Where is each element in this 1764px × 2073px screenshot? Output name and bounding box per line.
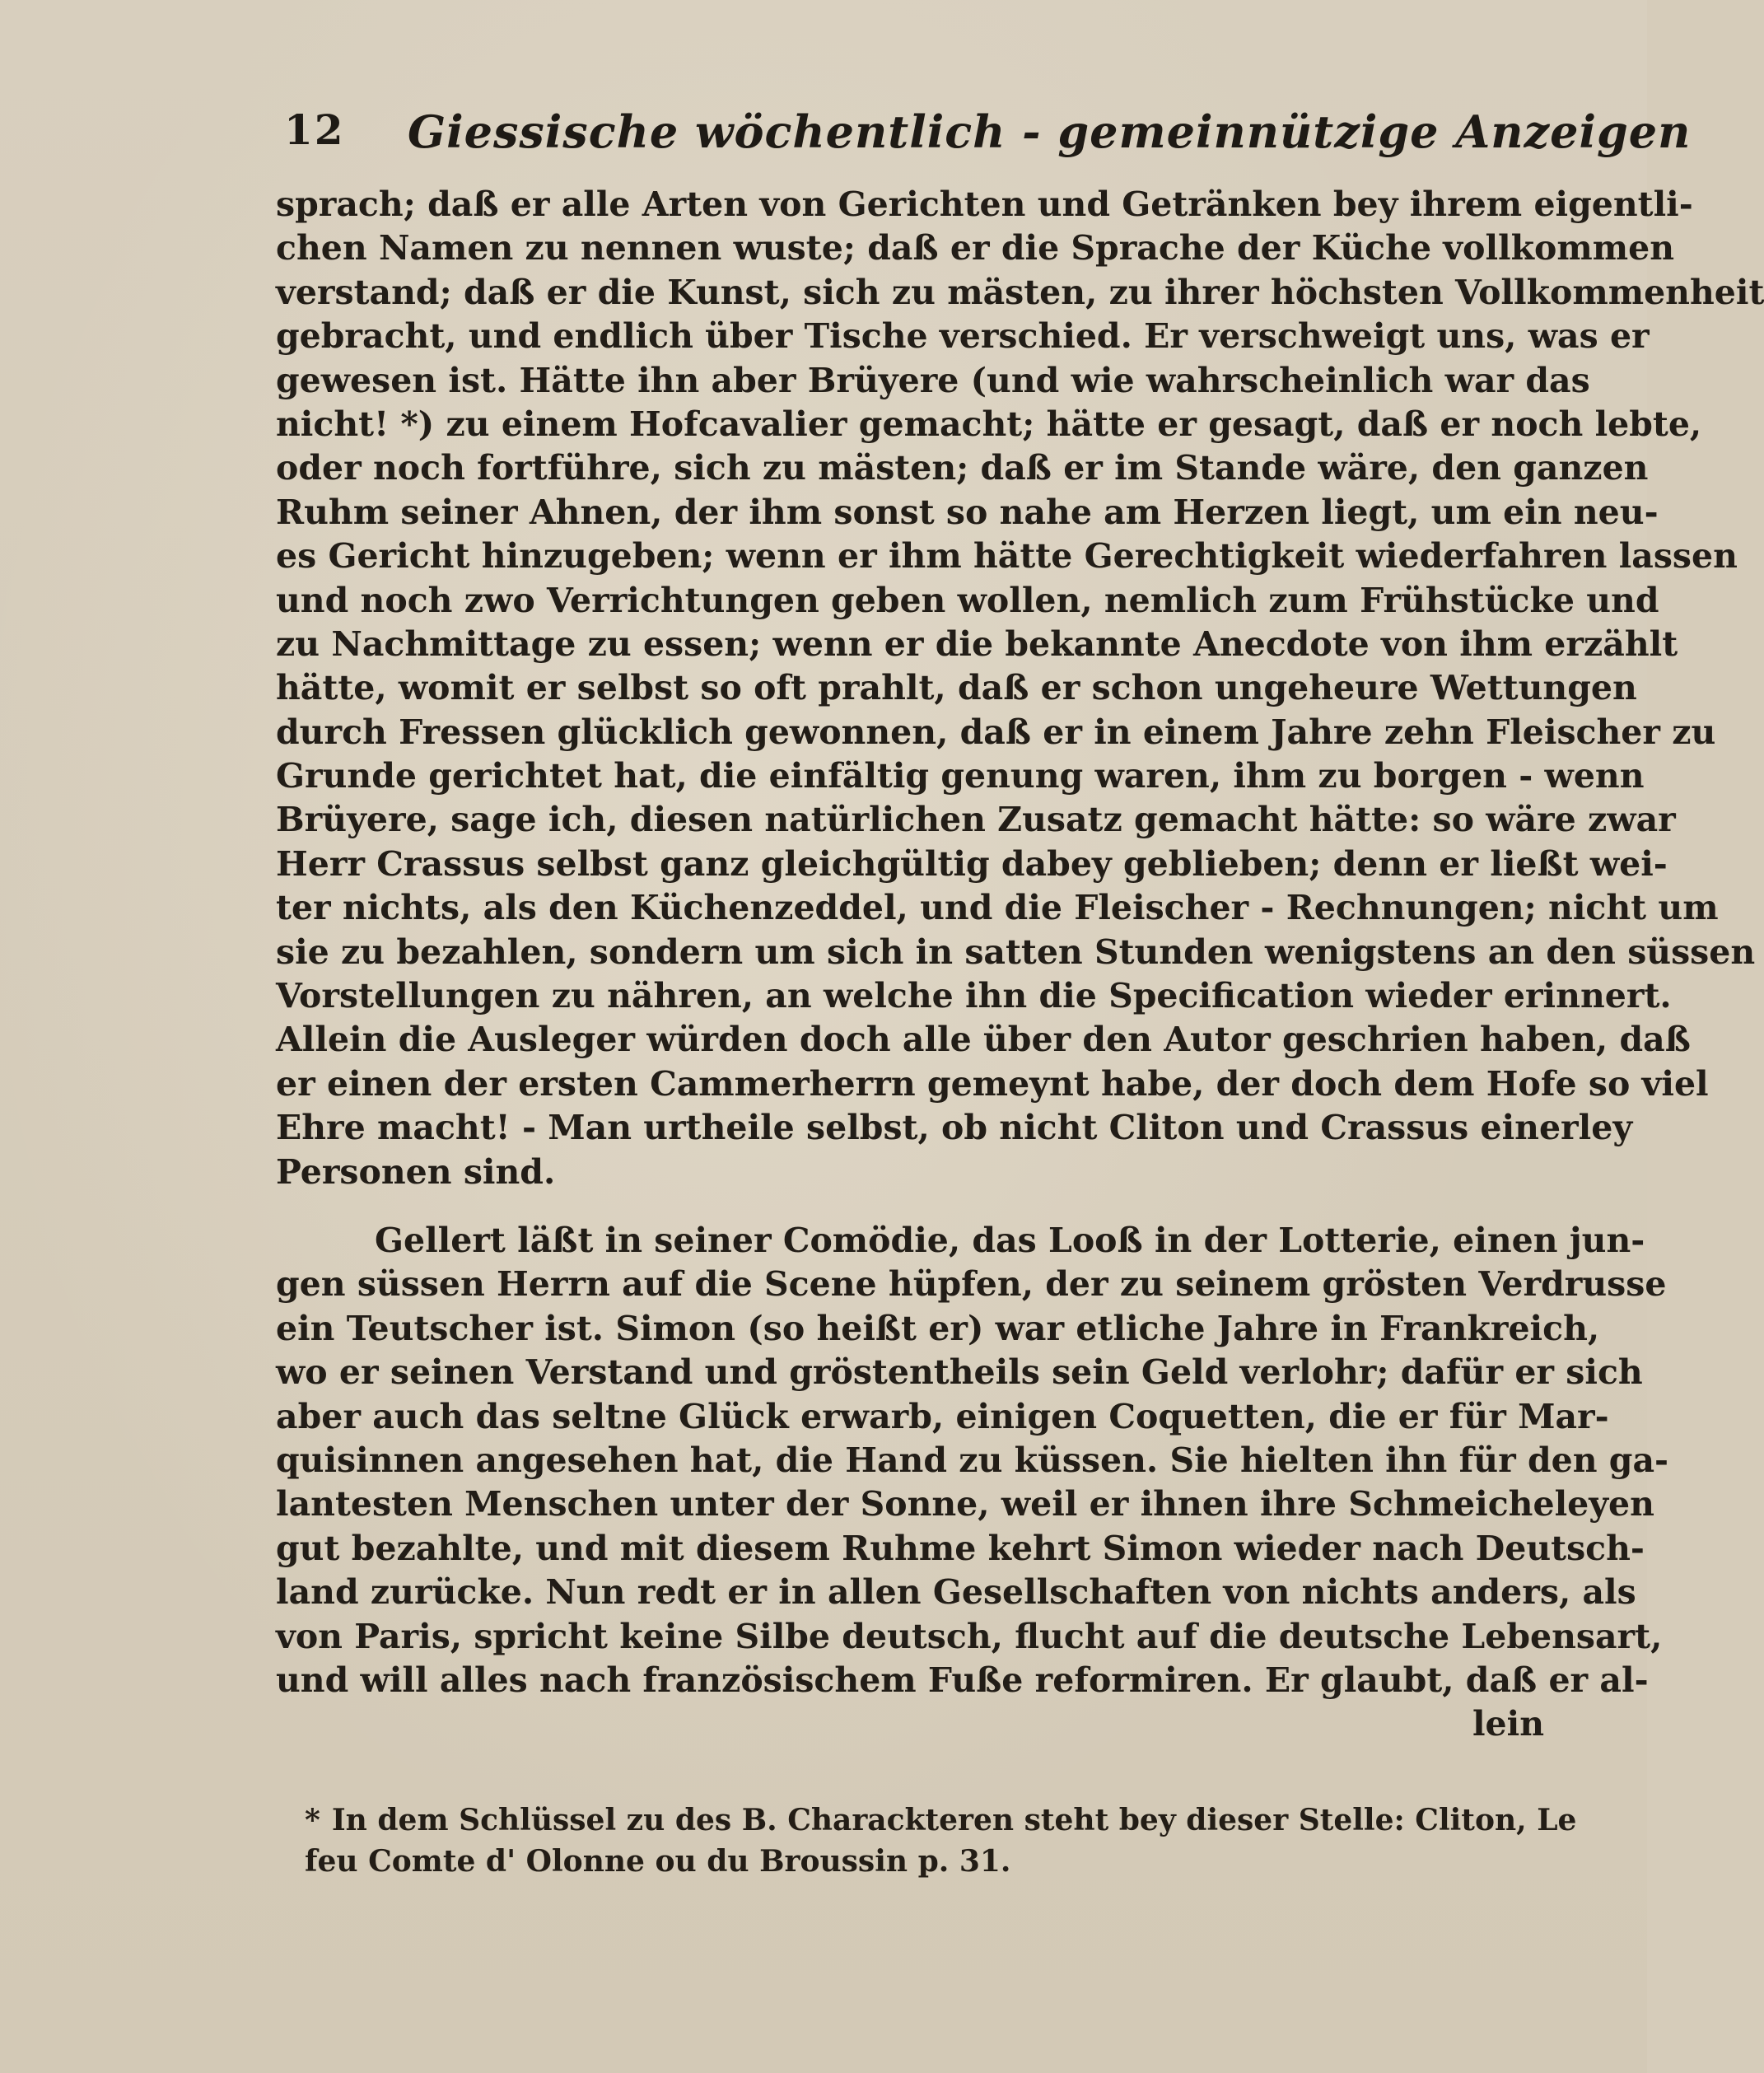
text-line: chen Namen zu nennen wuste; daß er die Sprache der Küche vollkommen [276, 228, 1675, 268]
text-line: Grunde gerichtet hat, die einfältig genung waren, ihm zu borgen - wenn [276, 756, 1645, 796]
text-line: nicht! *) zu einem Hofcavalier gemacht; hätte er gesagt, daß er noch lebte, [276, 404, 1702, 444]
text-line: land zurücke. Nun redt er in allen Gesellschaften von nichts anders, als [276, 1572, 1636, 1613]
text-line: wo er seinen Verstand und gröstentheils sein Geld verlohr; dafür er sich [276, 1352, 1643, 1393]
text-line: gebracht, und endlich über Tische verschied. Er verschweigt uns, was er [276, 316, 1650, 357]
text-line: sprach; daß er alle Arten von Gerichten und Getränken bey ihrem eigentli- [276, 184, 1693, 224]
footnote-text: In dem Schlüssel zu des B. Charackteren steht bey dieser Stelle: Cliton, Le [331, 1803, 1577, 1837]
paragraph-2 [276, 1219, 1669, 1747]
page-number: 12 [284, 105, 345, 154]
text-line: sie zu bezahlen, sondern um sich in satten Stunden wenigstens an den süssen [276, 931, 1756, 972]
footnote-line: feu Comte d' Olonne ou du Broussin p. 31. [305, 1844, 1011, 1879]
text-line: aber auch das seltne Glück erwarb, einigen Coquetten, die er für Mar- [276, 1396, 1609, 1436]
text-line: lantesten Menschen unter der Sonne, weil er ihnen ihre Schmeicheleyen [276, 1484, 1654, 1524]
text-line: es Gericht hinzugeben; wenn er ihm hätte Gerechtigkeit wiederfahren lassen [276, 536, 1738, 577]
text-line: Personen sind. [276, 1151, 556, 1192]
text-line: Allein die Ausleger würden doch alle über den Autor geschrien haben, daß [276, 1020, 1691, 1060]
text-line: Ehre macht! - Man urtheile selbst, ob nicht Cliton und Crassus einerley [276, 1108, 1633, 1148]
text-line: Ruhm seiner Ahnen, der ihm sonst so nahe am Herzen liegt, um ein neu- [276, 492, 1659, 532]
main-text [276, 183, 1764, 1747]
text-line: gen süssen Herrn auf die Scene hüpfen, der zu seinem grösten Verdrusse [276, 1264, 1667, 1305]
text-line: er einen der ersten Cammerherrn gemeynt habe, der doch dem Hofe so viel [276, 1063, 1709, 1104]
text-line: verstand; daß er die Kunst, sich zu mästen, zu ihrer höchsten Vollkommenheit [276, 272, 1764, 312]
text-line: quisinnen angesehen hat, die Hand zu küssen. Sie hielten ihn für den ga- [276, 1440, 1669, 1480]
footnote-mark: * [305, 1803, 320, 1837]
paragraph-gap [276, 1194, 1544, 1219]
running-title: Giessische wöchentlich - gemeinnützige Anzeigen [408, 105, 1692, 158]
text-line: Herr Crassus selbst ganz gleichgültig dabey geblieben; denn er ließt wei- [276, 843, 1668, 884]
text-line: oder noch fortführe, sich zu mästen; daß er im Stande wäre, den ganzen [276, 448, 1649, 488]
text-line: Brüyere, sage ich, diesen natürlichen Zusatz gemacht hätte: so wäre zwar [276, 800, 1676, 840]
text-line: und noch zwo Verrichtungen geben wollen, nemlich zum Frühstücke und [276, 580, 1659, 620]
text-line: ein Teutscher ist. Simon (so heißt er) war etliche Jahre in Frankreich, [276, 1308, 1600, 1348]
footnote-line [305, 1800, 1577, 1841]
text-line: zu Nachmittage zu essen; wenn er die bekannte Anecdote von ihm erzählt [276, 623, 1678, 664]
page-header [284, 105, 1692, 171]
text-line: ter nichts, als den Küchenzeddel, und die Fleischer - Rechnungen; nicht um [276, 888, 1719, 928]
text-line: gut bezahlte, und mit diesem Ruhme kehrt Simon wieder nach Deutsch- [276, 1528, 1645, 1568]
text-line: gewesen ist. Hätte ihn aber Brüyere (und wie wahrscheinlich war das [276, 360, 1590, 400]
text-line: durch Fressen glücklich gewonnen, daß er in einem Jahre zehn Fleischer zu [276, 712, 1716, 752]
catchword: lein [1472, 1704, 1544, 1744]
text-line: von Paris, spricht keine Silbe deutsch, flucht auf die deutsche Lebensart, [276, 1616, 1663, 1656]
text-line: und will alles nach französischem Fuße reformiren. Er glaubt, daß er al- [276, 1660, 1649, 1700]
footnote [305, 1800, 1577, 1882]
paragraph-1 [276, 183, 1764, 1194]
text-line: Vorstellungen zu nähren, an welche ihn die Specification wieder erinnert. [276, 976, 1672, 1016]
text-line: hätte, womit er selbst so oft prahlt, daß er schon ungeheure Wettungen [276, 668, 1637, 708]
text-line: Gellert läßt in seiner Comödie, das Looß in der Lotterie, einen jun- [375, 1220, 1645, 1260]
